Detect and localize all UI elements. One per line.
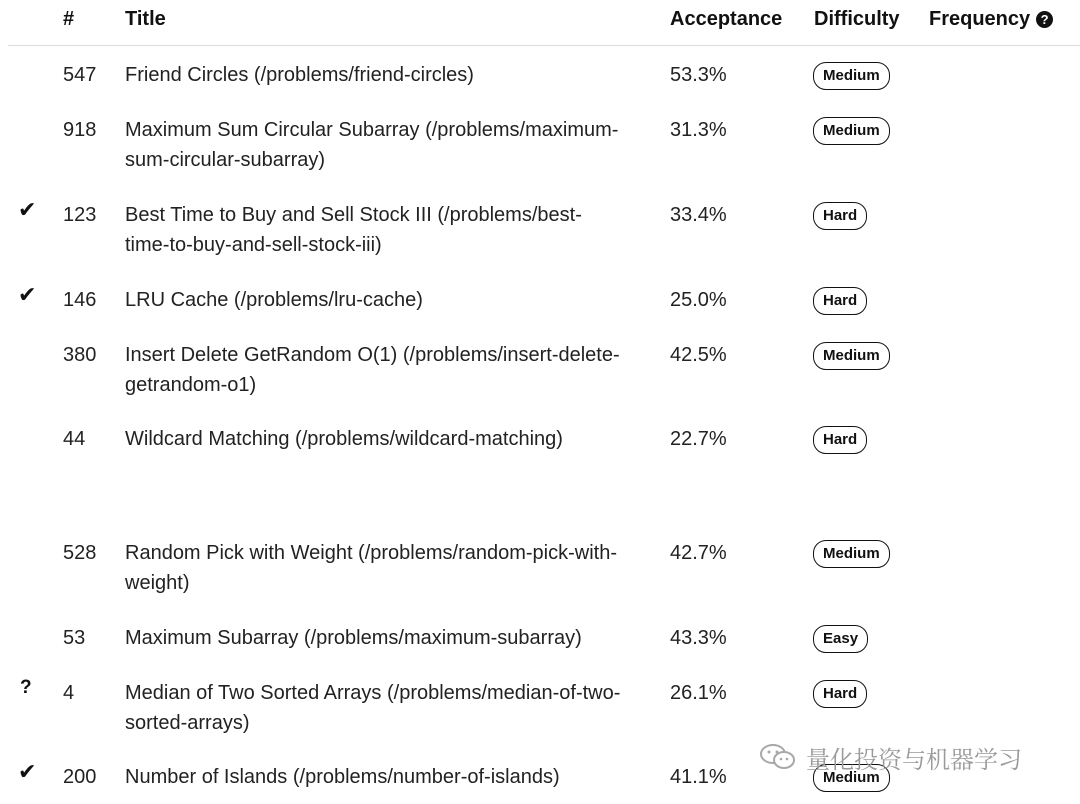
check-icon: ✔: [18, 282, 37, 307]
acceptance-rate: 33.4%: [670, 204, 727, 226]
wechat-icon: [758, 742, 798, 772]
problem-title-link[interactable]: Number of Islands (/problems/number-of-islands): [125, 766, 560, 788]
difficulty-badge: Easy: [813, 625, 868, 653]
problem-number: 547: [63, 64, 97, 86]
difficulty-badge: Hard: [813, 287, 867, 315]
difficulty-badge: Medium: [813, 117, 890, 145]
difficulty-badge: Medium: [813, 540, 890, 568]
acceptance-rate: 25.0%: [670, 289, 727, 311]
watermark: [758, 740, 1022, 774]
problem-number: 146: [63, 289, 97, 311]
column-header-difficulty[interactable]: Difficulty: [814, 8, 900, 30]
problem-title-link[interactable]: Insert Delete GetRandom O(1) (/problems/insert-delete-getrandom-o1): [125, 344, 620, 396]
difficulty-badge: Hard: [813, 202, 867, 230]
difficulty-badge: Medium: [813, 764, 890, 792]
problem-title-link[interactable]: Random Pick with Weight (/problems/random-pick-with-weight): [125, 542, 618, 594]
column-header-frequency-label: Frequency: [929, 8, 1031, 30]
watermark-text: 量化投资与机器学习: [806, 745, 1022, 774]
column-header-acceptance[interactable]: Acceptance: [670, 8, 783, 30]
problem-number: 4: [63, 682, 75, 704]
column-header-title[interactable]: Title: [125, 8, 166, 30]
problem-number: 200: [63, 766, 97, 788]
acceptance-rate: 22.7%: [670, 428, 727, 450]
acceptance-rate: 53.3%: [670, 64, 727, 86]
column-header-frequency[interactable]: [929, 6, 1053, 32]
difficulty-badge: Medium: [813, 62, 890, 90]
difficulty-badge: Medium: [813, 342, 890, 370]
problem-title-link[interactable]: Best Time to Buy and Sell Stock III (/problems/best-time-to-buy-and-sell-stock-iii): [125, 204, 582, 256]
difficulty-badge: Hard: [813, 426, 867, 454]
problem-title-link[interactable]: Median of Two Sorted Arrays (/problems/median-of-two-sorted-arrays): [125, 682, 621, 734]
difficulty-badge: Hard: [813, 680, 867, 708]
column-header-number[interactable]: #: [63, 8, 75, 30]
check-icon: ✔: [18, 759, 37, 784]
acceptance-rate: 43.3%: [670, 627, 727, 649]
header-divider: [8, 45, 1080, 46]
question-circle-icon[interactable]: ?: [1036, 11, 1053, 28]
problem-title-link[interactable]: LRU Cache (/problems/lru-cache): [125, 289, 423, 311]
acceptance-rate: 31.3%: [670, 119, 727, 141]
acceptance-rate: 26.1%: [670, 682, 727, 704]
problem-title-link[interactable]: Wildcard Matching (/problems/wildcard-matching): [125, 428, 563, 450]
check-icon: ✔: [18, 197, 37, 222]
problem-number: 123: [63, 204, 97, 226]
problem-number: 918: [63, 119, 97, 141]
problem-title-link[interactable]: Maximum Sum Circular Subarray (/problems/maximum-sum-circular-subarray): [125, 119, 619, 171]
table-header: [0, 0, 1080, 46]
acceptance-rate: 41.1%: [670, 766, 727, 788]
problem-number: 380: [63, 344, 97, 366]
problem-title-link[interactable]: Friend Circles (/problems/friend-circles): [125, 64, 474, 86]
problem-number: 44: [63, 428, 86, 450]
acceptance-rate: 42.5%: [670, 344, 727, 366]
problem-number: 528: [63, 542, 97, 564]
question-mark-icon: ?: [20, 677, 32, 698]
acceptance-rate: 42.7%: [670, 542, 727, 564]
problem-title-link[interactable]: Maximum Subarray (/problems/maximum-subarray): [125, 627, 582, 649]
problem-number: 53: [63, 627, 86, 649]
